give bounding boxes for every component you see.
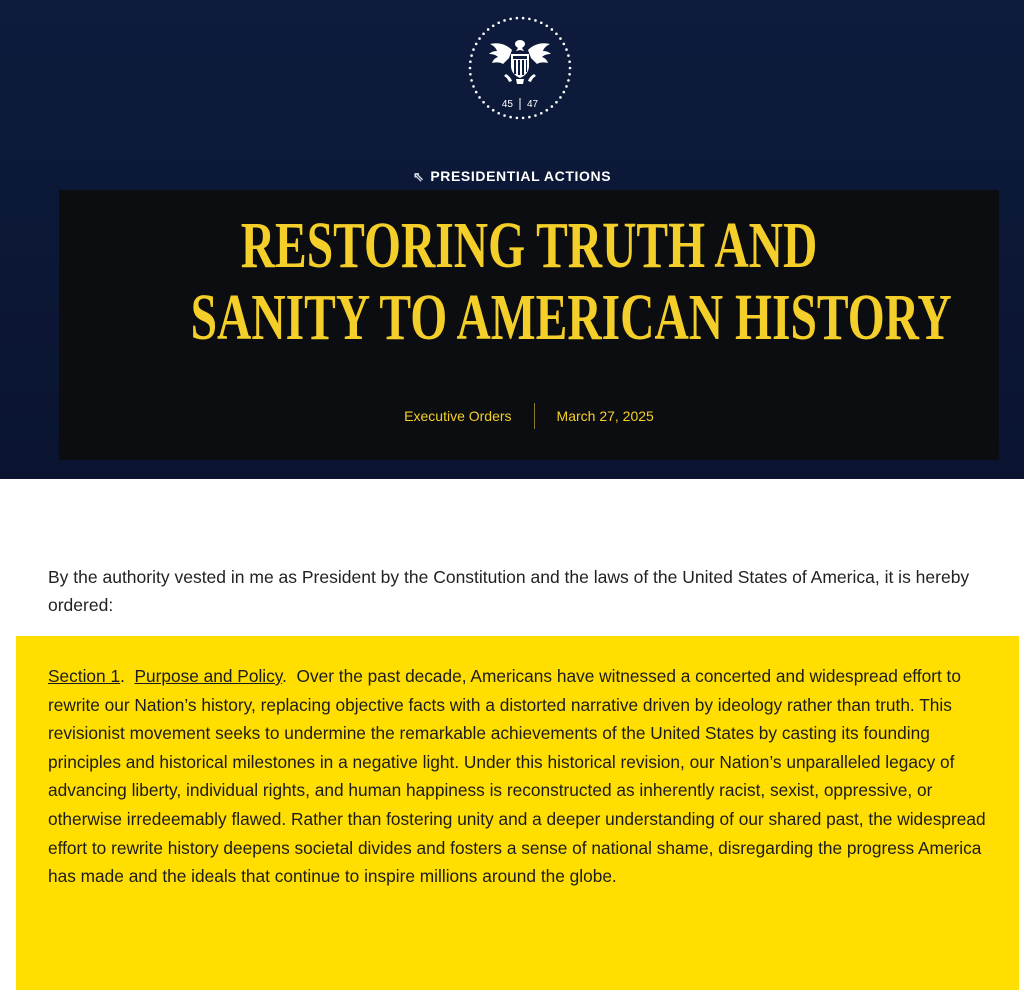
seal-star — [475, 43, 478, 46]
seal-star — [478, 96, 481, 99]
seal-star — [503, 19, 506, 22]
seal-star — [487, 28, 490, 31]
highlighted-section — [16, 636, 1019, 990]
arrow-up-left-icon: ⇖ — [412, 169, 425, 184]
seal-star — [469, 67, 472, 70]
seal-star — [565, 48, 568, 51]
seal-star — [551, 105, 554, 108]
seal-star — [469, 60, 472, 63]
seal-star — [516, 117, 519, 120]
seal-star — [470, 54, 473, 57]
seal-star — [559, 96, 562, 99]
seal-star — [509, 18, 512, 21]
seal-star — [522, 17, 525, 20]
seal-star — [545, 109, 548, 112]
seal-star — [551, 28, 554, 31]
meta-divider — [534, 403, 535, 429]
seal-star — [563, 43, 566, 46]
category-link[interactable]: Executive Orders — [404, 408, 512, 424]
seal-star — [555, 101, 558, 104]
seal-star — [545, 24, 548, 27]
hero-banner — [0, 0, 1024, 479]
seal-star — [472, 85, 475, 88]
seal-star — [568, 73, 571, 76]
seal-star — [516, 17, 519, 20]
section-body: Over the past decade, Americans have witnessed a concerted and widespread effort to rewrite our Nation’s history, replacing objective facts with a distorted narrative driven by ideology rather than truth. This revisionist movement seeks to undermine the remarkable achievements of the United States by casting its founding principles and historical milestones in a negative light. Under this historical revision, our Nation’s unparalleled legacy of advancing liberty, individual rights, and human happiness is reconstructed as inherently racist, sexist, oppressive, or otherwise irredeemably flawed. Rather than fostering unity and a deeper understanding of our shared past, the widespread effort to rewrite history deepens societal divides and fosters a sense of national shame, disregarding the progress America has made and the ideals that continue to inspire millions around the globe. — [48, 666, 986, 887]
post-meta — [59, 403, 999, 429]
seal-star — [487, 105, 490, 108]
section-1-paragraph: Section 1. Purpose and Policy. Over the past decade, Americans have witnessed a concerted and widespread effort to rewrite our Nation’s history, replacing objective facts with a distorted narrative driven by ideology rather than truth. This revisionist movement seeks to undermine the remarkable achievements of the United States by casting its founding principles and historical milestones in a negative light. Under this historical revision, our Nation’s unparalleled legacy of advancing liberty, individual rights, and human happiness is reconstructed as inherently racist, sexist, oppressive, or otherwise irredeemably flawed. Rather than fostering unity and a deeper understanding of our shared past, the widespread effort to rewrite history deepens societal divides and fosters a sense of national shame, disregarding the progress America has made and the ideals that continue to inspire millions around the globe. — [48, 666, 986, 887]
seal-star — [492, 109, 495, 112]
breadcrumb-label[interactable]: PRESIDENTIAL ACTIONS — [430, 168, 612, 184]
seal-star — [475, 91, 478, 94]
seal-star — [569, 67, 572, 70]
seal-star — [568, 60, 571, 63]
section-heading: Purpose and Policy — [134, 666, 283, 686]
seal-star — [470, 79, 473, 82]
post-date: March 27, 2025 — [556, 408, 654, 424]
seal-number-left: 45 — [501, 99, 513, 110]
intro-paragraph: By the authority vested in me as President by the Constitution and the laws of the United States of America, it is hereby ordered: — [48, 567, 970, 615]
presidential-seal-icon[interactable] — [466, 14, 574, 122]
seal-star — [540, 112, 543, 115]
seal-star — [567, 54, 570, 57]
seal-star — [528, 116, 531, 119]
seal-star — [497, 112, 500, 115]
page-title — [190, 209, 952, 354]
seal-star — [540, 21, 543, 24]
seal-star — [497, 21, 500, 24]
seal-star — [534, 19, 537, 22]
seal-star — [559, 37, 562, 40]
seal-star — [482, 32, 485, 35]
section-label: Section 1 — [48, 666, 121, 686]
seal-star — [478, 37, 481, 40]
seal-star — [509, 116, 512, 119]
seal-star — [482, 101, 485, 104]
breadcrumb[interactable] — [0, 168, 1024, 185]
seal-star — [503, 114, 506, 117]
page-title-line1: RESTORING TRUTH AND — [240, 209, 818, 282]
page-title-line2: SANITY TO AMERICAN HISTORY — [190, 281, 952, 354]
seal-star — [522, 117, 525, 120]
seal-star — [534, 114, 537, 117]
seal-number-right: 47 — [527, 99, 539, 110]
seal-star — [555, 32, 558, 35]
title-box — [59, 190, 999, 460]
seal-star — [492, 24, 495, 27]
seal-star — [565, 85, 568, 88]
seal-star — [472, 48, 475, 51]
seal-star — [563, 91, 566, 94]
seal-star — [469, 73, 472, 76]
seal-star — [528, 18, 531, 21]
seal-star — [567, 79, 570, 82]
